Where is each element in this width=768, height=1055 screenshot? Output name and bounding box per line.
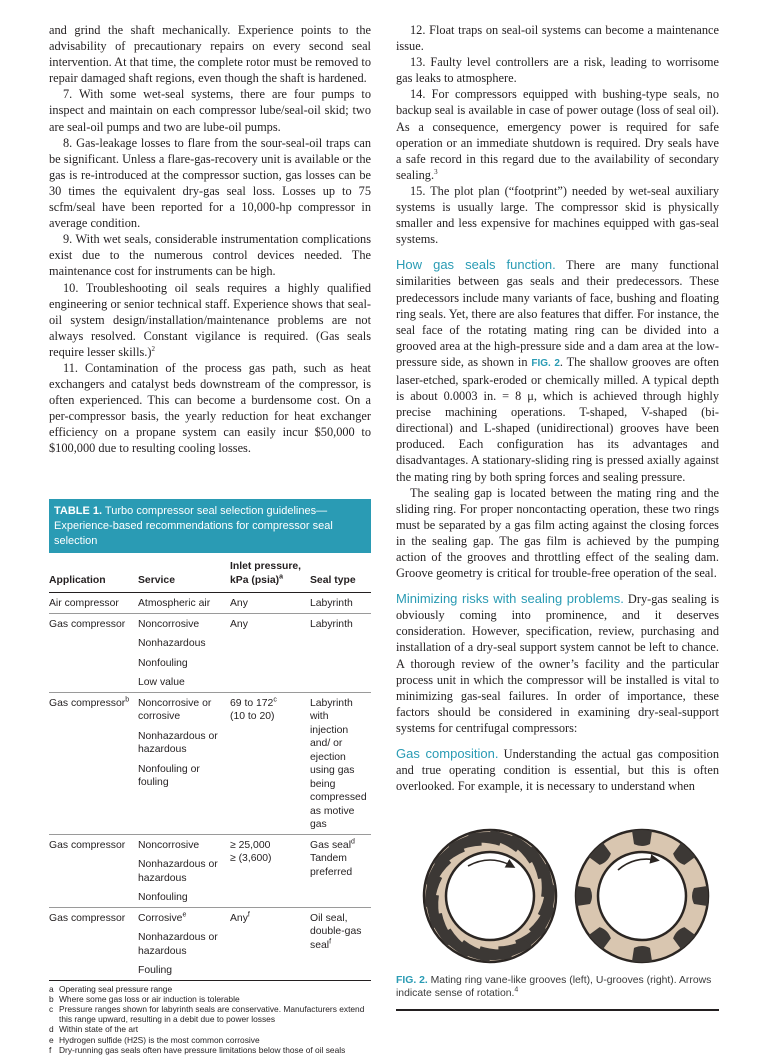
footnote: f Dry-running gas seals often have pressure limitations below those of oil seals [49, 1044, 346, 1055]
reference-mark: 3 [434, 167, 438, 176]
footnote-mark: f [247, 911, 250, 919]
footnote: b Where some gas loss or air induction is tolerable [49, 993, 240, 1004]
cell-application: Gas compressor [49, 907, 138, 980]
cell-seal-type: Labyrinth [310, 593, 371, 614]
table-row [49, 613, 371, 692]
footnote-mark: b [125, 696, 130, 704]
u-groove-ring [576, 830, 708, 962]
footnote-mark: d [351, 838, 355, 846]
cell-service: Noncorrosive or corrosive Nonhazardous or hazardous Nonfouling or fouling [138, 692, 230, 834]
section-minimizing-risks: Minimizing risks with sealing problems. Dry-gas sealing is obviously coming into prominence, and it deserves consideration. However, specification, review, purchasing and installation of a dry-seal support system cannot be left to chance. A thorough review of the owner’s facility and the particular process unit in which the compressor will be installed is vital to minimizing gas-seal failures. In order of importance, these factors should be considered in examining dry-seal-support systems for centrifugal compressors: [396, 591, 719, 735]
cell-application: Gas compressor [49, 613, 138, 692]
cell-pressure: Any [230, 613, 310, 692]
cell-seal-type: Labyrinth with injection and/ or ejection using gas being compressed as motive gas [310, 692, 371, 834]
section-heading: Gas composition. [396, 746, 499, 762]
paragraph: 9. With wet seals, considerable instrumentation complications exist due to the numerous control devices needed. The maintenance cost for instruments can be high. [49, 232, 371, 279]
footnote-mark: e [182, 911, 187, 919]
table-label: TABLE 1. [54, 505, 103, 517]
column-header-seal-type: Seal type [310, 553, 371, 593]
cell-service: Noncorrosive Nonhazardous Nonfouling Low value [138, 613, 230, 692]
bottom-rule [396, 1009, 719, 1011]
cell-application: Gas compressor$^b$ [49, 692, 138, 834]
paragraph: and grind the shaft mechanically. Experience points to the advisability of precautionary repairs on every second seal intervention. At that time, the complete rotor must be removed to repair damaged shaft regions, even though the shaft is hardened. [49, 23, 371, 86]
table-row [49, 692, 371, 834]
footnote-mark: a [279, 573, 283, 581]
figure-reference: FIG. 2 [531, 357, 560, 369]
cell-application: Air compressor [49, 593, 138, 614]
paragraph: 14. For compressors equipped with bushing-type seals, no backup seal is available in case of power outage (loss of seal oil). As a consequence, emergency power is required for safe operation or an immediate shutdown is required. Dry seals have a safe record in this regard due to the availability of secondary sealing.$^3$ [396, 87, 719, 182]
footnote: e Hydrogen sulfide (H2S) is the most common corrosive [49, 1034, 260, 1045]
cell-seal-type: Labyrinth [310, 613, 371, 692]
table-row [49, 907, 371, 980]
figure-label: FIG. 2. [396, 975, 428, 986]
footnote: d Within state of the art [49, 1024, 139, 1035]
table-footnotes [49, 984, 371, 1055]
figure-caption: FIG. 2. Mating ring vane-like grooves (left), U-grooves (right). Arrows indicate sense of rotation.$^4$ [396, 975, 712, 999]
paragraph: 15. The plot plan (“footprint”) needed by wet-seal auxiliary systems is usually large. The compressor skid is physically smaller and less expensive for machines equipped with gas-seal systems. [396, 183, 719, 247]
paragraph: 13. Faulty level controllers are a risk, leading to worrisome gas leaks to atmosphere. [396, 55, 719, 86]
footnote-mark: c [273, 696, 277, 704]
cell-service: Atmospheric air [138, 593, 230, 614]
figure-2-mating-rings [420, 826, 720, 966]
paragraph: 8. Gas-leakage losses to flare from the sour-seal-oil traps can be significant. Unless a flare-gas-recovery unit is available or the gas is re-introduced at the compressor suction, gas losses can be 30 times the equivalent dry-gas seal loss. Losses up to 75 scfm/seal have been reported for a 10,000-hp compressor in average condition. [49, 135, 371, 231]
cell-pressure: Any$^f$ [230, 907, 310, 980]
paragraph: The sealing gap is located between the mating ring and the sliding ring. For proper noncontacting operation, these two rings must be separated by a gas film acting against the closing forces in the sealing gap. The gas film is achieved by the pumping action of the grooves and throttling effect of the sealing dam. Groove geometry is critical for trouble-free operation of the seal. [396, 485, 719, 581]
section-how-gas-seals-function: How gas seals function. There are many functional similarities between gas seals and their predecessors. These predecessors include many variants of face, bushing and floating ring seals. Yet, there are also features that differ. For instance, the seal face of the rotating mating ring can be divided into a grooved area at the high-pressure side and a dam area at the low-pressure side, as shown in FIG. 2. The shallow grooves are often laser-etched, spark-eroded or chemically milled. A typical depth is about 0.0003 in. = 8 μ, which is achieved through highly precise machining operations. T-shaped, V-shaped (bi-directional) and L-shaped (unidirectional) grooves have been produced. Each configuration has its advantages and disadvantages. A stationary-sliding ring is pressed axially against the mating ring by both spring forces and sealing pressure. [396, 257, 720, 484]
cell-pressure: Any [230, 593, 310, 614]
cell-seal-type: Gas seal$^d$ Tandem preferred [310, 834, 371, 907]
table-row [49, 593, 371, 614]
table-title-text: Turbo compressor seal selection guidelines—Experience-based recommendations for compressor seal selection [54, 505, 333, 547]
cell-service: Corrosive$^e$ Nonhazardous or hazardous Fouling [138, 907, 230, 980]
table-title [49, 499, 371, 553]
table-row [49, 834, 371, 907]
cell-service: Noncorrosive Nonhazardous or hazardous Nonfouling [138, 834, 230, 907]
table-header-row [49, 553, 371, 593]
paragraph: 12. Float traps on seal-oil systems can become a maintenance issue. [396, 23, 719, 54]
left-column [49, 22, 371, 457]
paragraph: 7. With some wet-seal systems, there are four pumps to inspect and maintain on each compressor lube/seal-oil skid; two are seal-oil pumps and two are lube-oil pumps. [49, 87, 371, 134]
cell-pressure: 69 to 172$^c$ (10 to 20) [230, 692, 310, 834]
reference-mark: 4 [514, 986, 519, 994]
section-heading: How gas seals function. [396, 257, 556, 273]
footnote: c Pressure ranges shown for labyrinth seals are conservative. Manufacturers extend this range upward, resulting in a debit due to power losses [49, 1003, 365, 1025]
section-heading: Minimizing risks with sealing problems. [396, 591, 624, 607]
vane-groove-ring [420, 826, 564, 966]
paragraph-text: 10. Troubleshooting oil seals requires a highly qualified engineering or senior technical staff. Experience shows that seal-oil system design/installation/maintenance problems are not always resolved. Constant vigilance is required. (Gas seals require lesser skills.) [49, 280, 371, 359]
seal-selection-table [49, 553, 371, 981]
footnote: a Operating seal pressure range [49, 983, 173, 994]
paragraph [49, 280, 371, 360]
column-header-pressure: Inlet pressure, kPa (psia)$^a$ [230, 553, 310, 593]
reference-mark: 2 [151, 344, 155, 353]
column-header-application: Application [49, 553, 138, 593]
right-column [396, 22, 719, 794]
paragraph: 11. Contamination of the process gas path, such as heat exchangers and catalyst beds downstream of the compressor, is often experienced. This can become a burdensome cost. On a per-compressor basis, the yearly reduction for heat exchanger efficiency on a propane system can easily incur $50,000 to $100,000 due to resulting cooling losses. [49, 360, 371, 456]
table-1 [49, 499, 371, 1055]
cell-pressure: ≥ 25,000 ≥ (3,600) [230, 834, 310, 907]
cell-seal-type: Oil seal, double-gas seal$^f$ [310, 907, 371, 980]
cell-application: Gas compressor [49, 834, 138, 907]
footnote-mark: f [329, 938, 332, 946]
column-header-service: Service [138, 553, 230, 593]
section-gas-composition: Gas composition. Understanding the actual gas composition and true operating condition is essential, but this is often overlooked. For example, it is necessary to understand when [396, 746, 720, 794]
